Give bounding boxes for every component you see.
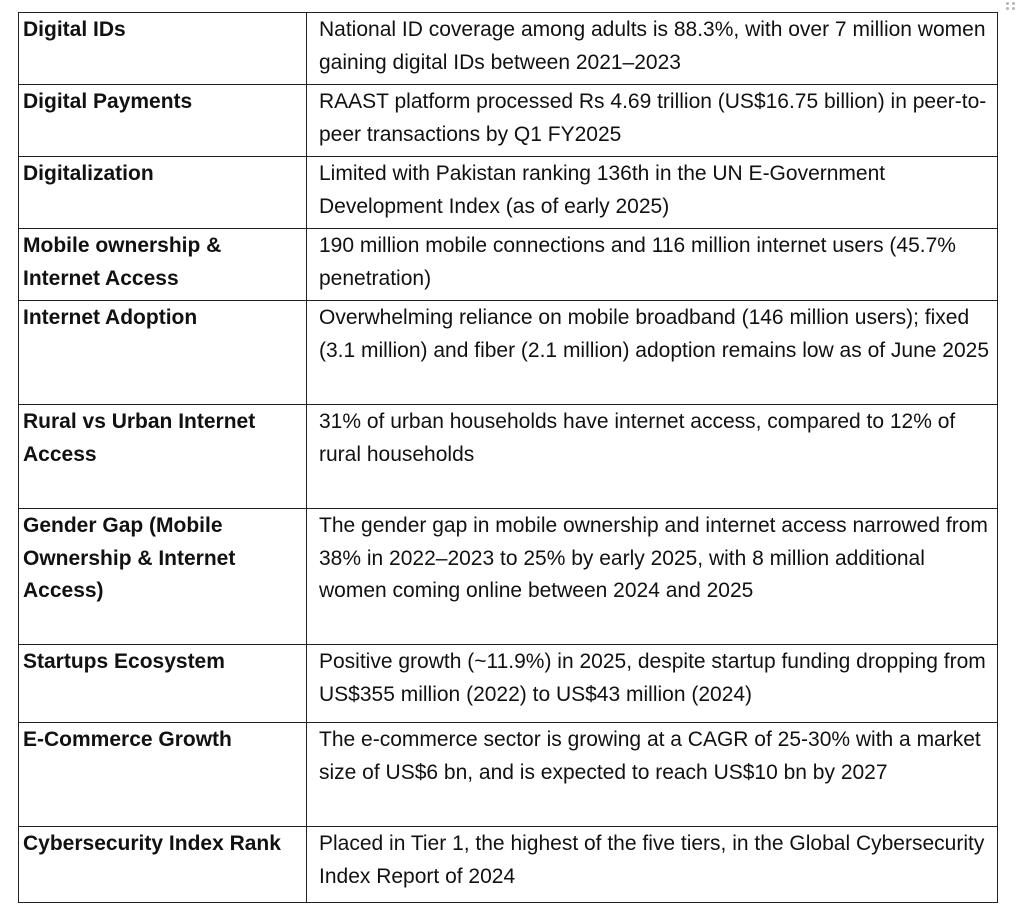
row-label: Internet Adoption — [19, 301, 307, 405]
row-label: Mobile ownership & Internet Access — [19, 229, 307, 301]
row-value: The e-commerce sector is growing at a CAGR of 25-30% with a market size of US$6 bn, and is expected to reach US$10 bn by 2027 — [307, 723, 998, 827]
table-row — [19, 509, 998, 645]
table-row — [19, 405, 998, 509]
row-label: Gender Gap (Mobile Ownership & Internet Access) — [19, 509, 307, 645]
row-value: The gender gap in mobile ownership and internet access narrowed from 38% in 2022–2023 to 25% by early 2025, with 8 million additional women coming online between 2024 and 2025 — [307, 509, 998, 645]
table-row — [19, 645, 998, 723]
table-row — [19, 301, 998, 405]
digital-indicators-table — [18, 12, 998, 903]
row-label: Digital Payments — [19, 85, 307, 157]
row-label: Digitalization — [19, 157, 307, 229]
table-row — [19, 827, 998, 903]
row-value: 190 million mobile connections and 116 million internet users (45.7% penetration) — [307, 229, 998, 301]
row-label: Digital IDs — [19, 13, 307, 85]
row-label: Startups Ecosystem — [19, 645, 307, 723]
row-value: Placed in Tier 1, the highest of the five tiers, in the Global Cybersecurity Index Report of 2024 — [307, 827, 998, 903]
table-row — [19, 13, 998, 85]
drag-handle-icon[interactable] — [1006, 2, 1018, 10]
row-value: Limited with Pakistan ranking 136th in the UN E-Government Development Index (as of early 2025) — [307, 157, 998, 229]
row-label: Rural vs Urban Internet Access — [19, 405, 307, 509]
table-row — [19, 723, 998, 827]
row-value: National ID coverage among adults is 88.3%, with over 7 million women gaining digital IDs between 2021–2023 — [307, 13, 998, 85]
row-value: Positive growth (~11.9%) in 2025, despite startup funding dropping from US$355 million (2022) to US$43 million (2024) — [307, 645, 998, 723]
table-row — [19, 157, 998, 229]
row-label: E-Commerce Growth — [19, 723, 307, 827]
table-row — [19, 229, 998, 301]
row-value: Overwhelming reliance on mobile broadband (146 million users); fixed (3.1 million) and fiber (2.1 million) adoption remains low as of June 2025 — [307, 301, 998, 405]
row-label: Cybersecurity Index Rank — [19, 827, 307, 903]
row-value: RAAST platform processed Rs 4.69 trillion (US$16.75 billion) in peer-to-peer transactions by Q1 FY2025 — [307, 85, 998, 157]
table-row — [19, 85, 998, 157]
row-value: 31% of urban households have internet access, compared to 12% of rural households — [307, 405, 998, 509]
